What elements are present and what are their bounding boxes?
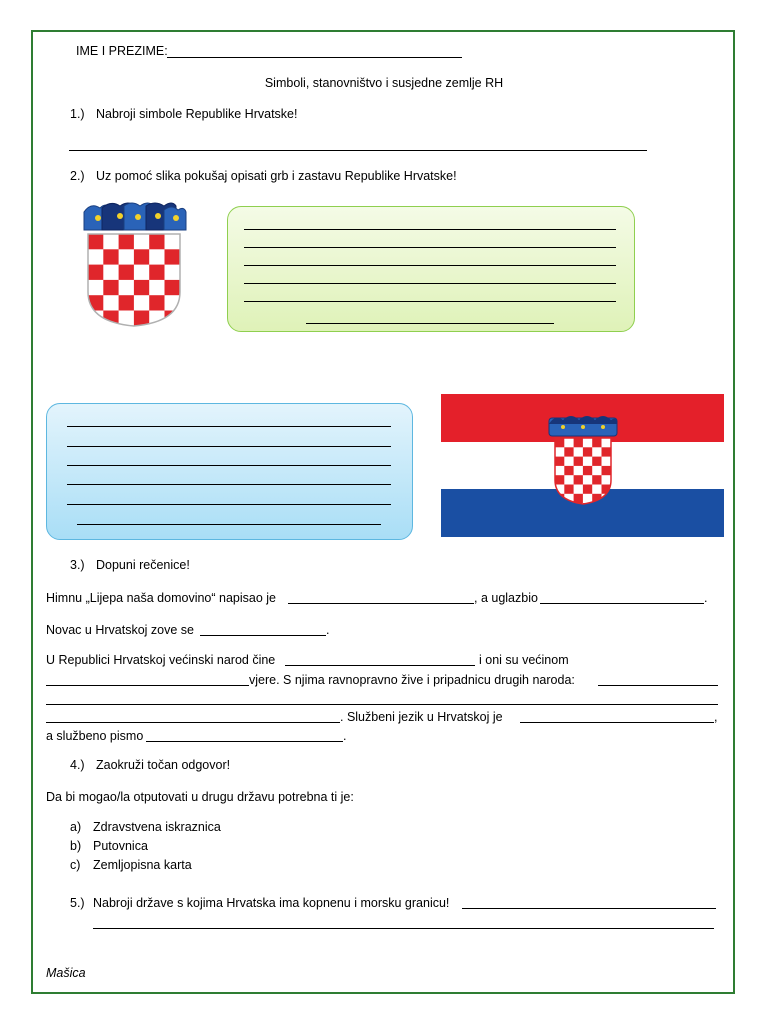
- blue-answer-line[interactable]: [77, 524, 381, 525]
- option-b-text[interactable]: Putovnica: [93, 839, 148, 853]
- q3-number: 3.): [70, 558, 85, 572]
- anthem-composer-line[interactable]: [540, 603, 704, 604]
- q3-sentence3-script: a službeno pismo: [46, 729, 144, 743]
- author-signature: Mašica: [46, 966, 86, 980]
- option-c-letter[interactable]: c): [70, 858, 81, 872]
- official-script-line[interactable]: [146, 741, 343, 742]
- q5-answer-line[interactable]: [93, 928, 714, 929]
- option-c-text[interactable]: Zemljopisna karta: [93, 858, 192, 872]
- flag-description-box: [46, 403, 413, 540]
- green-answer-line[interactable]: [244, 301, 616, 302]
- q3-text: Dopuni rečenice!: [96, 558, 190, 572]
- q1-text: Nabroji simbole Republike Hrvatske!: [96, 107, 298, 121]
- q1-number: 1.): [70, 107, 85, 121]
- blue-answer-line[interactable]: [67, 504, 391, 505]
- minorities-line[interactable]: [598, 685, 718, 686]
- green-answer-line[interactable]: [244, 283, 616, 284]
- option-a-text[interactable]: Zdravstvena iskraznica: [93, 820, 221, 834]
- flag-shield-icon: [555, 438, 611, 504]
- q2-number: 2.): [70, 169, 85, 183]
- q3-sentence3-comma: ,: [714, 710, 718, 724]
- coat-of-arms-image: [80, 200, 188, 328]
- green-answer-line[interactable]: [306, 323, 554, 324]
- majority-people-line[interactable]: [285, 665, 475, 666]
- official-language-line[interactable]: [520, 722, 714, 723]
- q3-sentence1-start: Himnu „Lijepa naša domovino“ napisao je: [46, 591, 276, 605]
- q4-text: Zaokruži točan odgovor!: [96, 758, 231, 772]
- q3-sentence2-end: .: [326, 623, 330, 637]
- blue-answer-line[interactable]: [67, 465, 391, 466]
- blue-answer-line[interactable]: [67, 484, 391, 485]
- currency-line[interactable]: [200, 635, 326, 636]
- q5-answer-line[interactable]: [462, 908, 716, 909]
- option-b-letter[interactable]: b): [70, 839, 82, 853]
- q4-number: 4.): [70, 758, 85, 772]
- name-answer-line[interactable]: [167, 57, 462, 58]
- religion-line[interactable]: [46, 685, 249, 686]
- q1-answer-line[interactable]: [69, 150, 647, 151]
- q3-sentence1-end: .: [704, 591, 708, 605]
- green-answer-line[interactable]: [244, 229, 616, 230]
- q2-text: Uz pomoć slika pokušaj opisati grb i zastavu Republike Hrvatske!: [96, 169, 457, 183]
- blue-answer-line[interactable]: [67, 426, 391, 427]
- q5-text: Nabroji države s kojima Hrvatska ima kopnenu i morsku granicu!: [93, 896, 450, 910]
- q5-number: 5.): [70, 896, 85, 910]
- green-answer-line[interactable]: [244, 247, 616, 248]
- croatian-flag-image: [441, 394, 724, 537]
- q3-sentence1-mid: , a uglazbio: [474, 591, 538, 605]
- coat-of-arms-description-box: [227, 206, 635, 332]
- q3-sentence3-minorities: vjere. S njima ravnopravno žive i pripadnicu drugih naroda:: [249, 673, 575, 687]
- q3-sentence3-end: .: [343, 729, 347, 743]
- anthem-author-line[interactable]: [288, 603, 474, 604]
- q3-sentence3-mid: i oni su većinom: [479, 653, 569, 667]
- checkered-shield-icon: [88, 234, 180, 326]
- q3-sentence2-start: Novac u Hrvatskoj zove se: [46, 623, 194, 637]
- flag-crown-icon: [549, 416, 617, 436]
- option-a-letter[interactable]: a): [70, 820, 82, 834]
- minorities-line[interactable]: [46, 722, 340, 723]
- crown-icon: [84, 203, 186, 230]
- q4-prompt: Da bi mogao/la otputovati u drugu državu potrebna ti je:: [46, 790, 354, 804]
- green-answer-line[interactable]: [244, 265, 616, 266]
- q3-sentence3-start: U Republici Hrvatskoj većinski narod čine: [46, 653, 276, 667]
- minorities-line[interactable]: [46, 704, 718, 705]
- q3-sentence3-language: . Službeni jezik u Hrvatskoj je: [340, 710, 503, 724]
- blue-answer-line[interactable]: [67, 446, 391, 447]
- worksheet-title: Simboli, stanovništvo i susjedne zemlje RH: [264, 76, 504, 90]
- name-label: IME I PREZIME:: [76, 44, 168, 58]
